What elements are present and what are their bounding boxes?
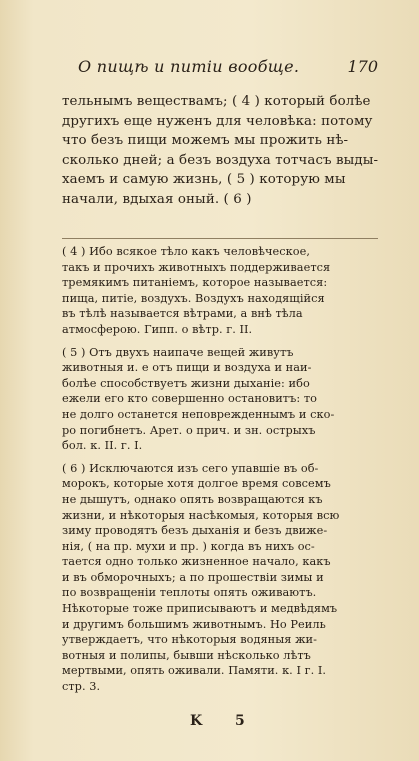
footnote-line: болѣе способствуетъ жизни дыханіе: ибо [62,376,310,390]
page-number: 170 [347,57,378,76]
footnote-line: ( 4 ) Ибо всякое тѣло какъ человѣческое, [62,245,310,258]
footnote-line: вотныя и полипы, бывши нѣсколько лѣтъ [62,648,311,662]
footnote-line: бол. к. II. г. I. [62,439,143,453]
footnote-line: атмосферою. Гипп. о вѣтр. г. II. [62,322,253,336]
footnote-line: морокъ, которые хотя долгое время совсемъ [62,477,331,491]
footnote-divider [62,238,378,239]
text-line: что безъ пищи можемъ мы прожить нѣ- [62,133,349,149]
footnote-line: стр. 3. [62,680,101,694]
signature-mark: K 5 [190,713,259,729]
footnote-line: животныя и. е отъ пищи и воздуха и наи- [62,361,312,375]
footnote-line: тремякимъ питаніемъ, которое называется: [62,276,328,290]
page-header [60,57,378,81]
footnote-line: по возвращеніи теплоты опять оживаютъ. [62,586,317,600]
footnote-line: такъ и прочихъ животныхъ поддерживается [62,260,331,274]
text-line: другихъ еще нуженъ для человѣка: потому [62,113,373,129]
footnote-line: мертвыми, опять оживали. Памяти. к. I г. I. [62,664,327,678]
footnote-line: утверждаетъ, что нѣкоторыя водяныя жи- [62,633,317,647]
footnote-line: и въ обморочныхъ; а по прошествіи зимы и [62,570,324,584]
footnote-line: не дышутъ, однако опять возвращаются къ [62,492,323,506]
footnote-line: въ тѣлѣ называется вѣтрами, а внѣ тѣла [62,307,303,321]
footnote-line: жизни, и нѣкоторыя насѣкомыя, которыя всю [62,508,340,522]
text-line: хаемъ и самую жизнь, ( 5 ) которую мы [62,172,346,188]
footnote-5 [62,345,380,454]
footnote-line: пища, питіе, воздухъ. Воздухъ находящійся [62,291,325,305]
main-text [62,92,380,210]
footnote-6 [62,461,380,695]
footnote-line: Нѣкоторые тоже приписываютъ и медвѣдямъ [62,602,338,616]
footnote-4 [62,244,380,338]
running-title: О пищѣ и питіи вообще. [78,57,300,76]
text-line: тельнымъ веществамъ; ( 4 ) который болѣе [62,94,371,109]
footnote-line: не долго останется неповрежденнымъ и ско- [62,407,335,421]
footnote-line: тается одно только жизненное начало, какъ [62,555,331,569]
footnote-line: ( 6 ) Исключаются изъ сего упавшіе въ об- [62,461,319,475]
text-line: начали, вдыхая оный. ( 6 ) [62,191,252,207]
footnote-line: нія, ( на пр. мухи и пр. ) когда въ нихъ ос- [62,539,315,553]
text-line: сколько дней; а безъ воздуха тотчасъ выды- [62,152,379,168]
footnote-line: и другимъ большимъ животнымъ. Но Реиль [62,617,326,631]
footnotes [62,244,380,702]
footnote-line: ро погибнетъ. Арет. о прич. и зн. острыхъ [62,423,316,437]
footnote-line: ежели его кто совершенно остановитъ: то [62,392,317,406]
footnote-line: ( 5 ) Отъ двухъ наипаче вещей живутъ [62,345,294,359]
footnote-line: зиму проводятъ безъ дыханія и безъ движе- [62,524,328,538]
